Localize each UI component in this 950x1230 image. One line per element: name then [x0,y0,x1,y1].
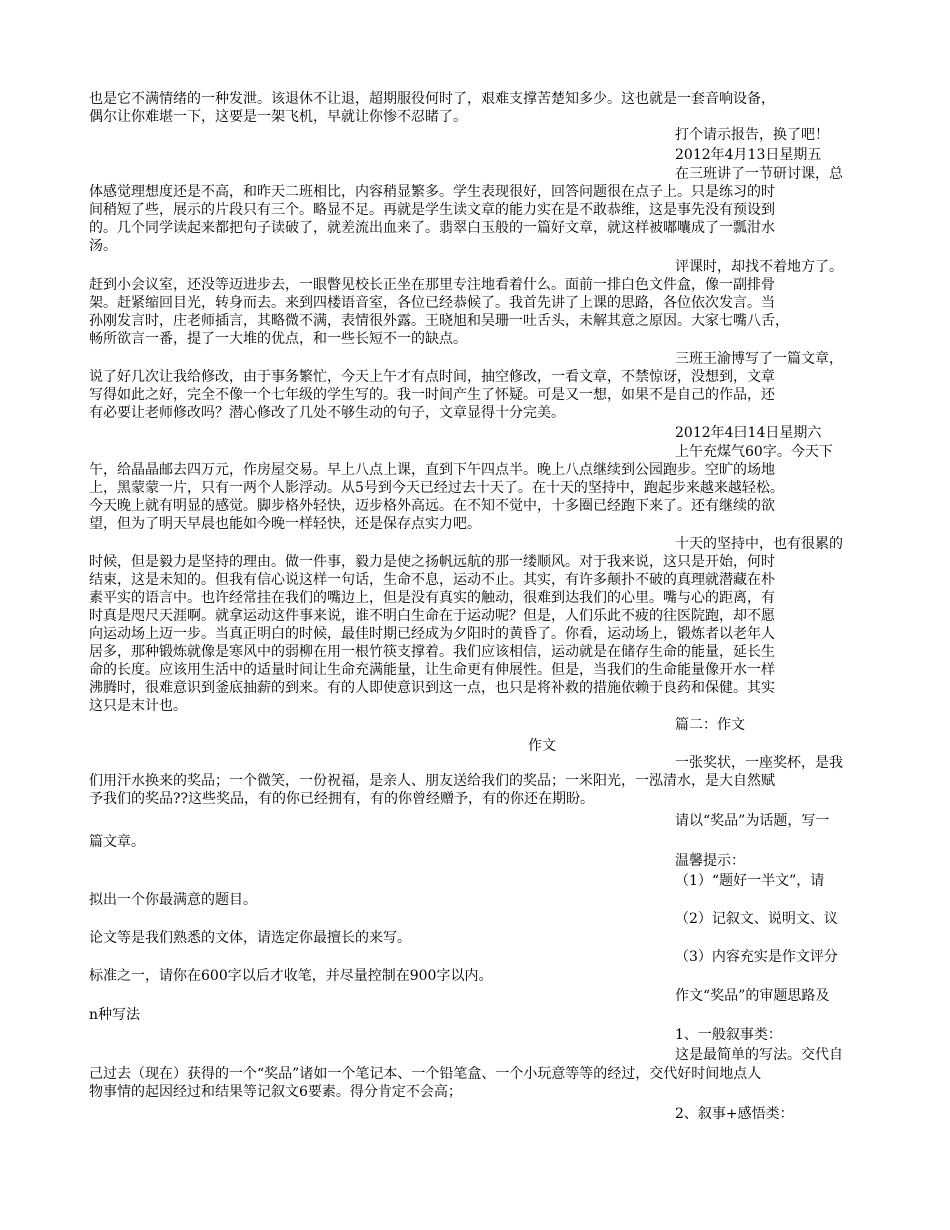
text-line: 时真是咫尺天涯啊。就拿运动这件事来说，谁不明白生命在于运动呢？但是，人们乐此不疲的往医院跑，却不愿 [89,608,775,624]
text-line: 2、叙事+感悟类： [675,1106,794,1122]
section-title: 作文 [528,738,556,754]
date-heading: 2012年4曰14日星期六 [675,425,822,441]
text-line: 赶到小会议室，还没等迈进步去，一眼瞥见校长正坐在那里专注地看着什么。面前一排白色文件盒，像一副排骨 [89,277,775,293]
text-line: 时候，但是毅力是坚持的理由。做一件事，毅力是使之扬帆远航的那一缕顺风。对于我来说，这只是开始，何时 [89,554,775,570]
text-line: （1）“题好一半文”，请 [675,873,825,889]
text-line: 偶尔让你难堪一下，这要是一架飞机，早就让你惨不忍睹了。 [89,109,467,125]
text-line: 一张奖状，一座奖杯，是我 [675,755,843,771]
text-line: 打个请示报告，换了吧！ [675,127,829,143]
text-line: 孙刚发言时，庄老师插言，其略微不满，表情很外露。王晓旭和吴珊一吐舌头，未解其意之原因。大家七嘴八舌， [89,313,789,329]
text-line: 午，给晶晶邮去四万元，作房屋交易。早上八点上课，直到下午四点半。晚上八点继续到公园跑步。空旷的场地 [89,462,775,478]
text-line: 也是它不满情绪的一种发泄。该退休不让退，超期服役何时了，艰难支撑苦楚知多少。这也就是一套音响设备， [89,91,775,107]
text-line: 有必要让老师修改吗？潜心修改了几处不够生动的句子，文章显得十分完美。 [89,405,565,421]
text-line: 居多，那种锻炼就像是寒风中的弱柳在用一根竹筷支撑着。我们应该相信，运动就是在储存生命的能量，延长生 [89,644,775,660]
text-line: 标准之一，请你在600字以后才收笔，并尽量控制在900字以内。 [89,968,493,984]
text-line: 望，但为了明天早晨也能如今晚一样轻快，还是保存点实力吧。 [89,516,481,532]
text-line: 体感觉理想度还是不高，和昨天二班相比，内容稍显繁多。学生表现很好，回答问题很在点子上。只是练习的时 [89,184,775,200]
text-line: 1、一般叙事类： [675,1027,782,1043]
text-line: 作文“奖品”的审题思路及 [675,988,830,1004]
text-line: 们用汗水换来的奖品；一个微笑，一份祝福，是亲人、朋友送给我们的奖品；一米阳光，一泓清水，是大自然赋 [89,773,775,789]
text-line: 予我们的奖品??这些奖品，有的你已经拥有，有的你曾经赠予，有的你还在期盼。 [89,791,595,807]
text-line: 今天晚上就有明显的感觉。脚步格外轻快，迈步格外高远。在不知不觉中，十多圈已经跑下来了。还有继续的欲 [89,498,775,514]
section-heading: 篇二：作文 [675,717,745,733]
text-line: 温馨提示： [675,853,745,869]
text-line: 汤。 [89,238,117,254]
text-line: 架。赶紧缩回目光，转身而去。来到四楼语音室，各位已经恭候了。我首先讲了上课的思路，各位依次发言。当 [89,295,775,311]
date-heading: 2012年4月13日星期五 [675,147,822,163]
text-line: 素平实的语言中。也许经常挂在我们的嘴边上，但是没有真实的触动，很难到达我们的心里。嘴与心的距离，有 [89,590,775,606]
text-line: 间稍短了些，展示的片段只有三个。略显不足。再就是学生读文章的能力实在是不敢恭维，这是事先没有预设到 [89,202,775,218]
text-line: 上，黑蒙蒙一片，只有一两个人影浮动。从5号到今天已经过去十天了。在十天的坚持中，跑起步来越来越轻松。 [89,480,784,496]
text-line: 己过去（现在）获得的一个“奖品”诸如一个笔记本、一个铅笔盒、一个小玩意等等的经过，交代好时间地点人 [89,1066,762,1082]
text-line: 篇文章。 [89,834,145,850]
text-line: 请以“奖品”为话题，写一 [675,813,830,829]
text-line: 论文等是我们熟悉的文体，请选定你最擅长的来写。 [89,930,411,946]
text-line: 物事情的起因经过和结果等记叙文6要素。得分肯定不会高； [89,1084,462,1100]
text-line: 的。几个同学读起来都把句子读破了，就差流出血来了。翡翠白玉般的一篇好文章，就这样被嘟囔成了一瓢泔水 [89,220,775,236]
text-line: 结束，这是未知的。但我有信心说这样一句话，生命不息，运动不止。其实，有许多颠扑不破的真理就潜藏在朴 [89,572,775,588]
text-line: 畅所欲言一番，提了一大堆的优点，和一些长短不一的缺点。 [89,331,467,347]
text-line: 三班王渝博写了一篇文章， [675,351,843,367]
text-line: 说了好几次让我给修改，由于事务繁忙，今天上午才有点时间，抽空修改，一看文章，不禁惊讶，没想到，文章 [89,369,775,385]
text-line: 上午充煤气60字。今天下 [675,444,833,460]
text-line: 在三班讲了一节研讨课，总 [675,166,843,182]
text-line: （2）记叙文、说明文、议 [675,911,838,927]
text-line: 评课时，却找不着地方了。 [675,259,843,275]
text-line: 向运动场上迈一步。当真正明白的时候，最佳时期已经成为夕阳时的黄昏了。你看，运动场上，锻炼者以老年人 [89,626,775,642]
text-line: 命的长度。应该用生活中的适量时间让生命充满能量，让生命更有伸展性。但是，当我们的生命能量像开水一样 [89,662,775,678]
text-line: （3）内容充实是作文评分 [675,949,838,965]
text-line: 这是最简单的写法。交代自 [675,1047,843,1063]
text-line: 沸腾时，很难意识到釜底抽薪的到来。有的人即使意识到这一点，也只是将补救的措施依赖于良药和保健。其实 [89,680,775,696]
text-line: 拟出一个你最满意的题目。 [89,892,257,908]
text-line: 这只是末计也。 [89,698,187,714]
text-line: 写得如此之好，完全不像一个七年级的学生写的。我一时间产生了怀疑。可是又一想，如果不是自己的作品，还 [89,387,775,403]
text-line: 十天的坚持中，也有很累的 [675,536,843,552]
text-line: n种写法 [89,1007,141,1023]
